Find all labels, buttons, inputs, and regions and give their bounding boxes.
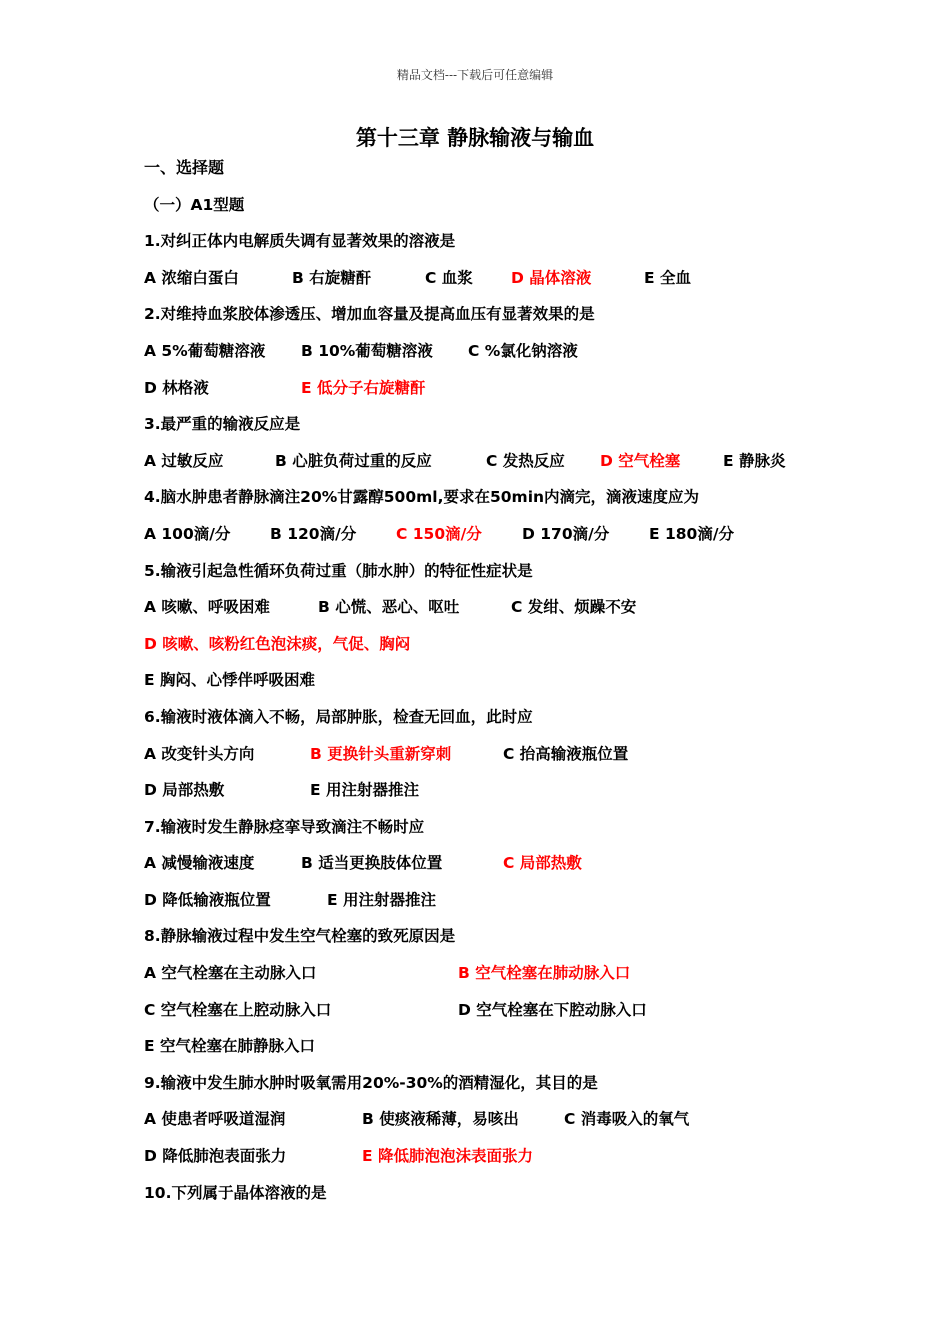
option-a: A 改变针头方向 <box>144 744 255 763</box>
question-2-options-row1 <box>144 333 864 370</box>
option-b: B 适当更换肢体位置 <box>301 854 443 873</box>
option-b: B 120滴/分 <box>270 524 357 543</box>
option-c-answer: C 150滴/分 <box>396 524 482 543</box>
question-8-stem: 8.静脉输液过程中发生空气栓塞的致死原因是 <box>144 927 456 946</box>
question-7-options-row2 <box>144 882 864 919</box>
option-d: D 降低输液瓶位置 <box>144 890 271 909</box>
question-6-options-row2 <box>144 772 864 809</box>
chapter-title: 第十三章 静脉输液与输血 <box>355 126 595 150</box>
section-heading: 一、选择题 <box>144 158 225 177</box>
option-b: B 心慌、恶心、呕吐 <box>318 598 460 617</box>
question-8-option-e: E 空气栓塞在肺静脉入口 <box>144 1037 315 1056</box>
question-2-options-row2 <box>144 370 864 407</box>
option-c: C 抬高输液瓶位置 <box>503 744 629 763</box>
option-e: E 静脉炎 <box>723 451 786 470</box>
subsection-heading: （一）A1型题 <box>144 195 245 214</box>
option-d: D 局部热敷 <box>144 781 225 800</box>
option-d: D 降低肺泡表面张力 <box>144 1147 287 1166</box>
option-c-answer: C 局部热敷 <box>503 854 582 873</box>
option-e-answer: E 低分子右旋糖酐 <box>301 378 426 397</box>
option-e-answer: E 降低肺泡泡沫表面张力 <box>362 1147 533 1166</box>
option-c: C 血浆 <box>425 268 473 287</box>
question-9-options-row2 <box>144 1138 864 1175</box>
option-a: A 咳嗽、呼吸困难 <box>144 598 270 617</box>
option-e: E 全血 <box>644 268 691 287</box>
option-a: A 空气栓塞在主动脉入口 <box>144 964 317 983</box>
option-b: B 心脏负荷过重的反应 <box>275 451 432 470</box>
option-a: A 100滴/分 <box>144 524 231 543</box>
option-c: C 消毒吸入的氧气 <box>564 1110 690 1129</box>
option-b: B 10%葡萄糖溶液 <box>301 341 433 360</box>
option-d: D 林格液 <box>144 378 209 397</box>
option-b-answer: B 更换针头重新穿刺 <box>310 744 452 763</box>
option-d: D 170滴/分 <box>522 524 610 543</box>
question-7-options-row1 <box>144 845 864 882</box>
question-8-options-row1 <box>144 955 864 992</box>
option-b: B 使痰液稀薄，易咳出 <box>362 1110 519 1129</box>
option-a: A 过敏反应 <box>144 451 224 470</box>
option-b: B 右旋糖酐 <box>292 268 372 287</box>
option-a: A 使患者呼吸道湿润 <box>144 1110 286 1129</box>
option-c: C 空气栓塞在上腔动脉入口 <box>144 1000 332 1019</box>
option-c: C 发绀、烦躁不安 <box>511 598 637 617</box>
question-8-options-row2 <box>144 992 864 1029</box>
option-e: E 用注射器推注 <box>327 890 436 909</box>
option-a: A 浓缩白蛋白 <box>144 268 239 287</box>
option-d-answer: D 空气栓塞 <box>600 451 681 470</box>
option-a: A 减慢输液速度 <box>144 854 255 873</box>
question-list <box>144 150 864 1211</box>
question-9-options-row1 <box>144 1101 864 1138</box>
question-3-options <box>144 443 864 480</box>
option-d-answer: D 晶体溶液 <box>511 268 592 287</box>
question-1-stem: 1.对纠正体内电解质失调有显著效果的溶液是 <box>144 232 456 251</box>
question-10-stem: 10.下列属于晶体溶液的是 <box>144 1183 327 1202</box>
option-c: C 发热反应 <box>486 451 565 470</box>
option-e: E 用注射器推注 <box>310 781 419 800</box>
question-3-stem: 3.最严重的输液反应是 <box>144 415 301 434</box>
question-6-stem: 6.输液时液体滴入不畅，局部肿胀，检查无回血，此时应 <box>144 707 533 726</box>
page-header: 精品文档---下载后可任意编辑 <box>396 68 554 82</box>
option-e: E 180滴/分 <box>649 524 735 543</box>
option-c: C %氯化钠溶液 <box>468 341 578 360</box>
question-2-stem: 2.对维持血浆胶体渗透压、增加血容量及提高血压有显著效果的是 <box>144 305 595 324</box>
question-9-stem: 9.输液中发生肺水肿时吸氧需用20%-30%的酒精湿化，其目的是 <box>144 1073 598 1092</box>
option-d: D 空气栓塞在下腔动脉入口 <box>458 1000 647 1019</box>
question-4-stem: 4.脑水肿患者静脉滴注20%甘露醇500ml,要求在50min内滴完，滴液速度应为 <box>144 488 700 507</box>
question-7-stem: 7.输液时发生静脉痉挛导致滴注不畅时应 <box>144 817 425 836</box>
question-6-options-row1 <box>144 736 864 773</box>
question-5-option-d-answer: D 咳嗽、咳粉红色泡沫痰，气促、胸闷 <box>144 634 411 653</box>
question-5-options-row1 <box>144 589 864 626</box>
question-5-option-e: E 胸闷、心悸伴呼吸困难 <box>144 671 315 690</box>
question-5-stem: 5.输液引起急性循环负荷过重（肺水肿）的特征性症状是 <box>144 561 533 580</box>
option-a: A 5%葡萄糖溶液 <box>144 341 266 360</box>
question-4-options <box>144 516 864 553</box>
option-b-answer: B 空气栓塞在肺动脉入口 <box>458 964 631 983</box>
question-1-options <box>144 260 864 297</box>
